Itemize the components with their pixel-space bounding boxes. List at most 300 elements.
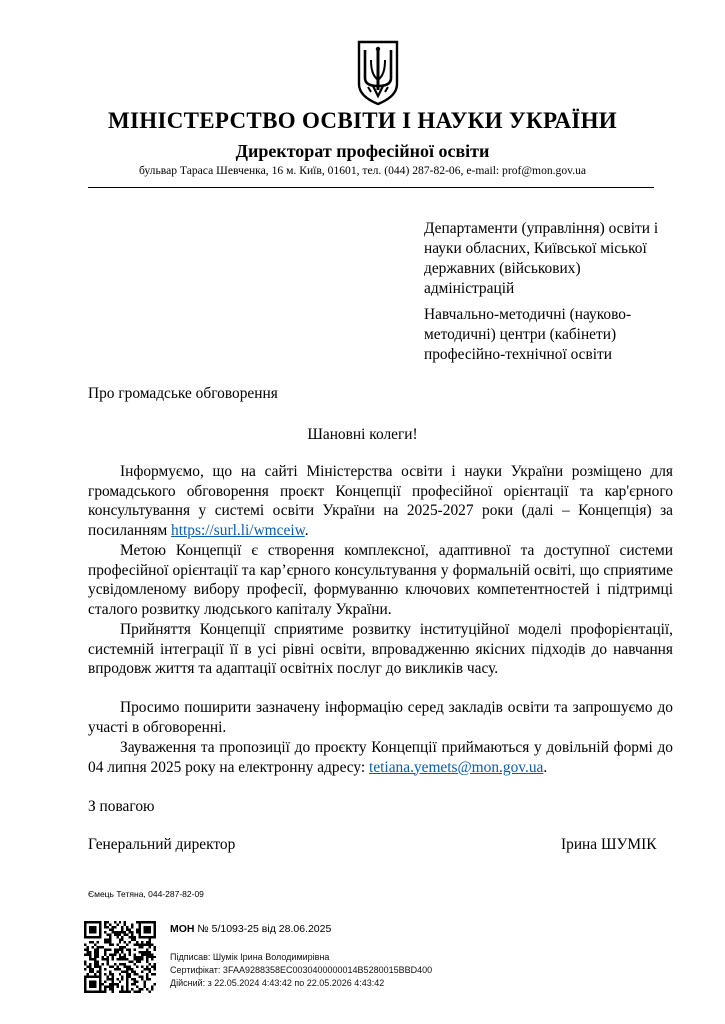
qr-module — [154, 926, 156, 928]
qr-module — [111, 953, 113, 955]
qr-module — [131, 926, 133, 928]
qr-module — [119, 933, 121, 935]
qr-module — [96, 946, 98, 948]
qr-module — [111, 958, 113, 960]
qr-module — [124, 953, 126, 955]
qr-module — [124, 966, 126, 968]
qr-module — [126, 988, 128, 990]
qr-module — [129, 948, 131, 950]
qr-module — [151, 966, 153, 968]
qr-module — [154, 936, 156, 938]
qr-module — [134, 948, 136, 950]
qr-module — [84, 986, 86, 988]
qr-module — [136, 966, 138, 968]
qr-module — [96, 936, 98, 938]
qr-module — [139, 961, 141, 963]
qr-module — [104, 951, 106, 953]
qr-module — [154, 948, 156, 950]
qr-module — [131, 978, 133, 980]
qr-module — [144, 921, 146, 923]
qr-module — [89, 951, 91, 953]
qr-module — [151, 953, 153, 955]
qr-module — [94, 986, 96, 988]
qr-module — [129, 928, 131, 930]
qr-module — [121, 976, 123, 978]
qr-module — [99, 931, 101, 933]
qr-module — [141, 978, 143, 980]
qr-module — [86, 948, 88, 950]
qr-module — [154, 933, 156, 935]
qr-module — [154, 956, 156, 958]
qr-module — [119, 981, 121, 983]
qr-module — [134, 938, 136, 940]
qr-module — [124, 921, 126, 923]
qr-module — [111, 926, 113, 928]
qr-module — [89, 928, 91, 930]
qr-module — [141, 988, 143, 990]
qr-module — [84, 943, 86, 945]
qr-module — [126, 926, 128, 928]
qr-module — [111, 976, 113, 978]
qr-module — [119, 921, 121, 923]
qr-module — [124, 958, 126, 960]
qr-module — [144, 981, 146, 983]
qr-module — [121, 926, 123, 928]
qr-module — [136, 921, 138, 923]
qr-module — [126, 933, 128, 935]
paragraph-text: . — [543, 758, 548, 776]
qr-module — [94, 943, 96, 945]
qr-module — [139, 988, 141, 990]
body-paragraph-1 — [88, 462, 673, 540]
qr-module — [149, 953, 151, 955]
qr-module — [136, 981, 138, 983]
qr-module — [89, 976, 91, 978]
qr-module — [96, 976, 98, 978]
qr-module — [84, 926, 86, 928]
qr-module — [96, 961, 98, 963]
signer-name: Ірина ШУМІК — [561, 836, 657, 853]
qr-module — [91, 983, 93, 985]
qr-module — [134, 991, 136, 993]
qr-module — [89, 968, 91, 970]
qr-module — [146, 958, 148, 960]
qr-module — [109, 923, 111, 925]
qr-module — [139, 928, 141, 930]
qr-module — [154, 928, 156, 930]
body-paragraph-3: Прийняття Концепції сприятиме розвитку інституційної моделі профорієнтації, системній інтеграції її в усі рівні освіти, впровадженню якісних підходів до навчання впродовж життя та адаптації освітніх послуг до викликів часу. — [88, 621, 673, 678]
qr-module — [131, 936, 133, 938]
qr-module — [139, 936, 141, 938]
qr-module — [129, 966, 131, 968]
qr-module — [139, 946, 141, 948]
qr-module — [106, 963, 108, 965]
qr-module — [89, 966, 91, 968]
header-divider — [88, 187, 654, 188]
qr-module — [141, 921, 143, 923]
qr-module — [149, 936, 151, 938]
qr-module — [86, 991, 88, 993]
qr-module — [146, 968, 148, 970]
qr-module — [121, 938, 123, 940]
qr-module — [109, 988, 111, 990]
letter-subject: Про громадське обговорення — [88, 385, 278, 402]
email-link[interactable]: tetiana.yemets@mon.gov.ua — [369, 758, 544, 776]
qr-module — [126, 991, 128, 993]
qr-module — [146, 978, 148, 980]
qr-module — [91, 936, 93, 938]
qr-module — [109, 928, 111, 930]
qr-module — [84, 983, 86, 985]
qr-module — [121, 963, 123, 965]
qr-module — [111, 956, 113, 958]
qr-module — [126, 976, 128, 978]
signed-by: Підписав: Шумік Ірина Володимирівна — [170, 952, 330, 962]
qr-module — [101, 983, 103, 985]
qr-module — [124, 931, 126, 933]
qr-module — [116, 968, 118, 970]
qr-module — [89, 991, 91, 993]
qr-module — [101, 956, 103, 958]
closing-phrase: З повагою — [88, 798, 155, 815]
certificate-validity: Дійсний: з 22.05.2024 4:43:42 по 22.05.2026 4:43:42 — [170, 978, 385, 988]
qr-module — [149, 921, 151, 923]
qr-module — [146, 941, 148, 943]
qr-module — [104, 921, 106, 923]
qr-module — [86, 951, 88, 953]
qr-module — [89, 921, 91, 923]
qr-module — [134, 943, 136, 945]
qr-module — [99, 946, 101, 948]
qr-module — [139, 921, 141, 923]
qr-module — [94, 921, 96, 923]
qr-module — [129, 936, 131, 938]
qr-module — [84, 928, 86, 930]
qr-module — [154, 921, 156, 923]
qr-module — [119, 948, 121, 950]
qr-module — [126, 928, 128, 930]
qr-module — [111, 981, 113, 983]
qr-module — [141, 943, 143, 945]
qr-module — [111, 966, 113, 968]
qr-module — [91, 931, 93, 933]
qr-module — [119, 938, 121, 940]
qr-module — [139, 933, 141, 935]
qr-module — [146, 956, 148, 958]
qr-module — [94, 936, 96, 938]
qr-module — [146, 976, 148, 978]
qr-module — [94, 953, 96, 955]
qr-module — [101, 963, 103, 965]
qr-module — [129, 991, 131, 993]
qr-module — [121, 971, 123, 973]
registration-number — [170, 923, 331, 935]
qr-module — [139, 956, 141, 958]
qr-module — [99, 983, 101, 985]
qr-module — [134, 973, 136, 975]
qr-module — [99, 928, 101, 930]
qr-module — [141, 951, 143, 953]
qr-module — [111, 928, 113, 930]
qr-module — [84, 991, 86, 993]
qr-module — [94, 981, 96, 983]
qr-module — [84, 936, 86, 938]
qr-module — [106, 958, 108, 960]
qr-module — [94, 928, 96, 930]
qr-module — [126, 958, 128, 960]
qr-module — [109, 938, 111, 940]
qr-module — [89, 931, 91, 933]
qr-module — [151, 936, 153, 938]
qr-module — [106, 978, 108, 980]
contact-address: бульвар Тараса Шевченка, 16 м. Київ, 01601, тел. (044) 287-82-06, e-mail: prof@mon.gov.ua — [138, 164, 587, 177]
qr-module — [91, 991, 93, 993]
qr-module — [104, 948, 106, 950]
qr-module — [116, 966, 118, 968]
qr-module — [129, 951, 131, 953]
qr-module — [131, 971, 133, 973]
qr-module — [134, 953, 136, 955]
qr-module — [134, 936, 136, 938]
qr-module — [149, 946, 151, 948]
qr-module — [109, 973, 111, 975]
qr-module — [94, 958, 96, 960]
qr-module — [149, 963, 151, 965]
qr-module — [114, 953, 116, 955]
qr-module — [144, 928, 146, 930]
qr-module — [96, 966, 98, 968]
qr-module — [149, 941, 151, 943]
qr-module — [91, 986, 93, 988]
qr-module — [129, 968, 131, 970]
qr-module — [109, 966, 111, 968]
qr-module — [129, 976, 131, 978]
qr-module — [149, 926, 151, 928]
signer-position: Генеральний директор — [88, 836, 236, 853]
qr-module — [146, 926, 148, 928]
qr-module — [114, 968, 116, 970]
qr-module — [129, 973, 131, 975]
qr-module — [114, 931, 116, 933]
qr-module — [149, 991, 151, 993]
qr-module — [131, 968, 133, 970]
qr-module — [99, 991, 101, 993]
qr-module — [99, 926, 101, 928]
directorate-name: Директорат професійної освіти — [235, 141, 490, 161]
qr-module — [124, 941, 126, 943]
qr-module — [99, 981, 101, 983]
qr-module — [109, 986, 111, 988]
qr-module — [116, 943, 118, 945]
qr-module — [96, 941, 98, 943]
qr-module — [139, 951, 141, 953]
qr-module — [154, 973, 156, 975]
qr-module — [139, 931, 141, 933]
qr-module — [116, 933, 118, 935]
qr-module — [119, 931, 121, 933]
qr-module — [116, 923, 118, 925]
qr-module — [149, 943, 151, 945]
qr-module — [121, 956, 123, 958]
qr-module — [146, 966, 148, 968]
qr-module — [124, 956, 126, 958]
letter-greeting: Шановні колеги! — [307, 426, 418, 443]
qr-module — [126, 971, 128, 973]
qr-module — [99, 986, 101, 988]
qr-module — [84, 921, 86, 923]
qr-module — [134, 981, 136, 983]
qr-module — [119, 941, 121, 943]
ministry-name: МІНІСТЕРСТВО ОСВІТИ І НАУКИ УКРАЇНИ — [108, 108, 617, 133]
qr-module — [91, 976, 93, 978]
qr-module — [99, 936, 101, 938]
qr-module — [144, 968, 146, 970]
qr-module — [144, 936, 146, 938]
qr-module — [141, 946, 143, 948]
qr-module — [109, 971, 111, 973]
qr-module — [116, 978, 118, 980]
qr-module — [119, 956, 121, 958]
qr-module — [109, 941, 111, 943]
concept-link[interactable]: https://surl.li/wmceiw — [171, 521, 305, 539]
qr-module — [99, 988, 101, 990]
qr-module — [84, 988, 86, 990]
qr-module — [126, 948, 128, 950]
qr-module — [104, 986, 106, 988]
qr-module — [99, 968, 101, 970]
qr-module — [89, 963, 91, 965]
qr-module — [151, 958, 153, 960]
qr-module — [144, 986, 146, 988]
qr-module — [121, 936, 123, 938]
qr-module — [141, 956, 143, 958]
qr-module — [146, 936, 148, 938]
qr-module — [131, 961, 133, 963]
qr-module — [129, 931, 131, 933]
qr-module — [144, 983, 146, 985]
qr-module — [106, 921, 108, 923]
qr-module — [86, 953, 88, 955]
qr-module — [141, 971, 143, 973]
qr-module — [144, 931, 146, 933]
qr-module — [121, 948, 123, 950]
qr-module — [154, 923, 156, 925]
qr-module — [104, 926, 106, 928]
qr-module — [94, 976, 96, 978]
qr-module — [139, 991, 141, 993]
qr-module — [84, 976, 86, 978]
qr-module — [126, 978, 128, 980]
qr-module — [121, 978, 123, 980]
qr-module — [139, 943, 141, 945]
qr-module — [99, 921, 101, 923]
qr-module — [144, 951, 146, 953]
qr-module — [89, 983, 91, 985]
qr-module — [89, 926, 91, 928]
qr-module — [146, 953, 148, 955]
qr-module — [116, 948, 118, 950]
qr-module — [126, 968, 128, 970]
qr-module — [111, 931, 113, 933]
qr-module — [124, 946, 126, 948]
qr-module — [99, 976, 101, 978]
qr-module — [124, 963, 126, 965]
qr-module — [96, 951, 98, 953]
qr-module — [146, 921, 148, 923]
qr-module — [124, 923, 126, 925]
qr-module — [124, 971, 126, 973]
qr-module — [129, 953, 131, 955]
qr-module — [116, 958, 118, 960]
qr-module — [96, 956, 98, 958]
qr-module — [121, 931, 123, 933]
qr-module — [91, 928, 93, 930]
qr-module — [86, 973, 88, 975]
qr-module — [149, 956, 151, 958]
qr-module — [119, 963, 121, 965]
qr-module — [89, 981, 91, 983]
qr-module — [134, 956, 136, 958]
registration-details: № 5/1093-25 від 28.06.2025 — [194, 923, 332, 935]
qr-module — [154, 946, 156, 948]
qr-module — [136, 958, 138, 960]
qr-module — [91, 981, 93, 983]
qr-module — [94, 926, 96, 928]
qr-module — [121, 958, 123, 960]
qr-module — [151, 921, 153, 923]
qr-module — [99, 978, 101, 980]
qr-module — [149, 938, 151, 940]
qr-module — [84, 931, 86, 933]
qr-module — [139, 926, 141, 928]
qr-module — [121, 986, 123, 988]
qr-module — [94, 973, 96, 975]
qr-module — [121, 991, 123, 993]
qr-module — [84, 953, 86, 955]
qr-module — [99, 966, 101, 968]
qr-module — [94, 961, 96, 963]
qr-module — [84, 948, 86, 950]
qr-module — [136, 973, 138, 975]
qr-module — [126, 986, 128, 988]
qr-module — [134, 958, 136, 960]
qr-module — [131, 983, 133, 985]
qr-module — [84, 923, 86, 925]
qr-module — [144, 953, 146, 955]
qr-module — [106, 933, 108, 935]
qr-module — [101, 958, 103, 960]
body-paragraph-4: Просимо поширити зазначену інформацію серед закладів освіти та запрошуємо до участі в обговоренні. — [88, 699, 673, 736]
qr-module — [154, 931, 156, 933]
qr-module — [94, 948, 96, 950]
qr-module — [149, 968, 151, 970]
qr-module — [104, 988, 106, 990]
qr-module — [119, 991, 121, 993]
qr-module — [136, 986, 138, 988]
qr-module — [109, 933, 111, 935]
qr-module — [149, 971, 151, 973]
qr-module — [141, 936, 143, 938]
qr-module — [141, 976, 143, 978]
qr-module — [111, 988, 113, 990]
qr-module — [114, 948, 116, 950]
qr-module — [91, 958, 93, 960]
qr-module — [146, 988, 148, 990]
qr-module — [116, 936, 118, 938]
qr-module — [94, 983, 96, 985]
qr-module — [141, 941, 143, 943]
qr-module — [84, 968, 86, 970]
